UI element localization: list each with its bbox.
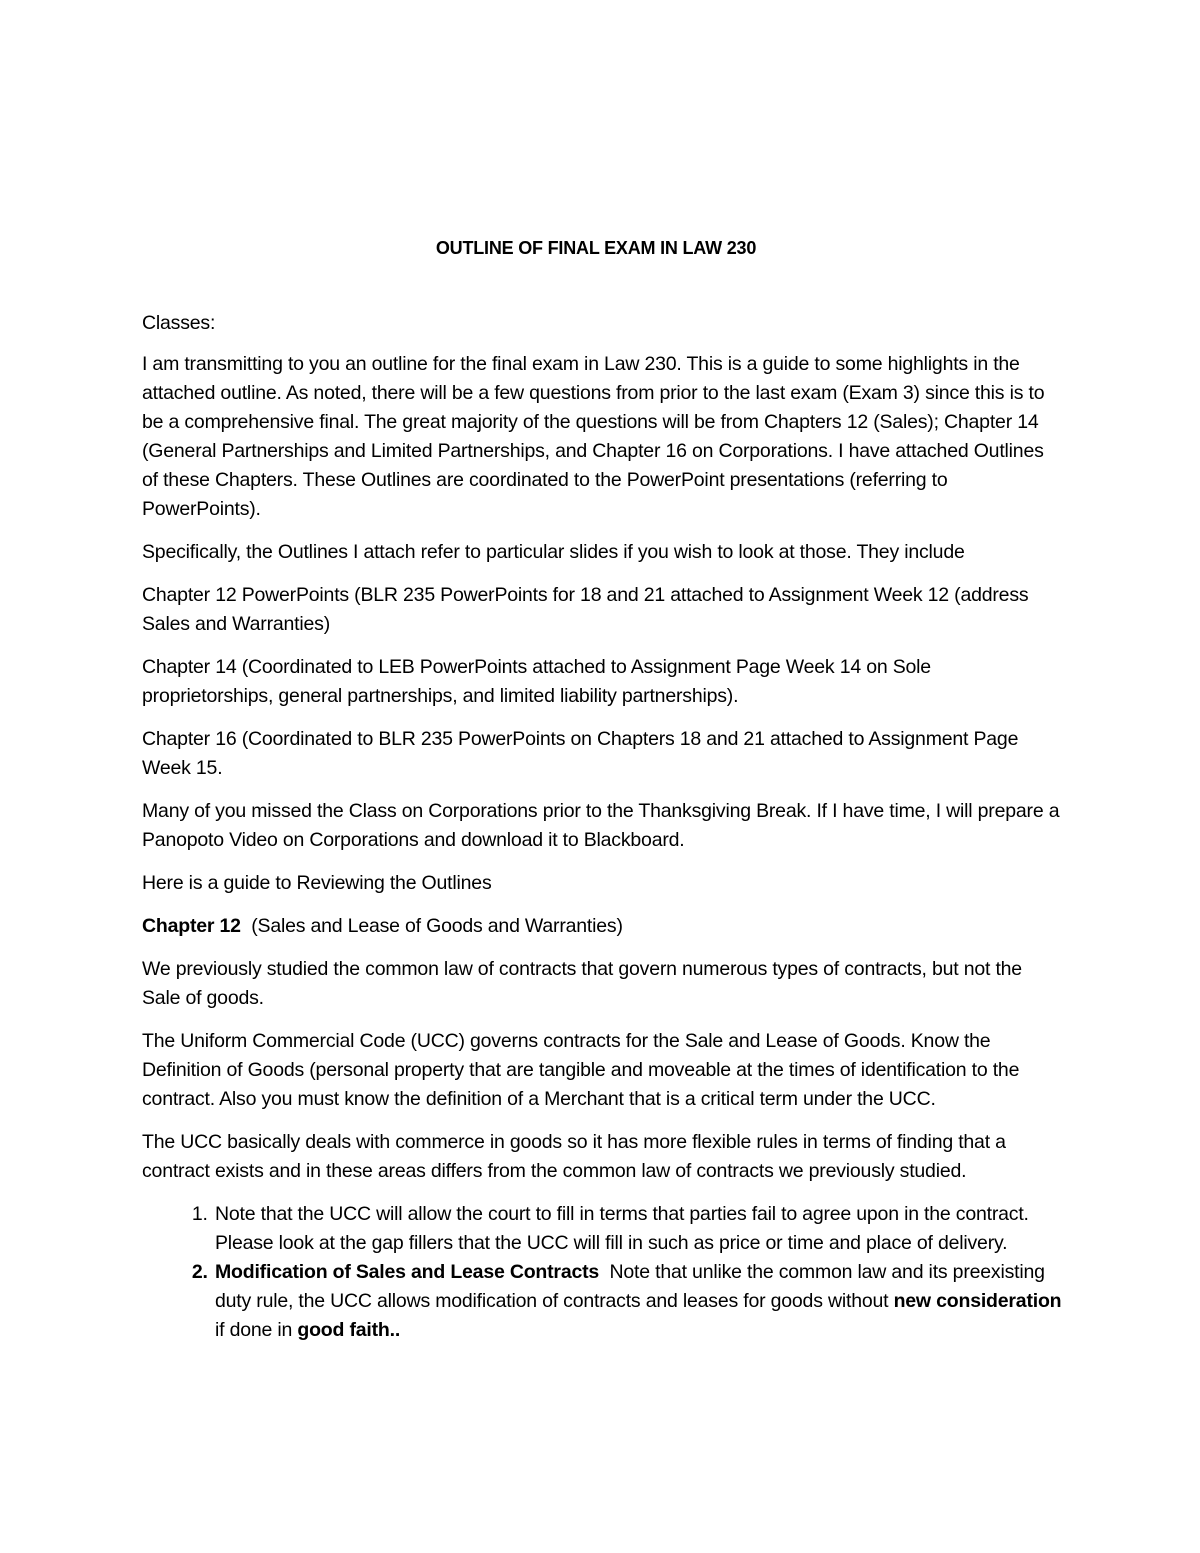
chapter12-reference: Chapter 12 PowerPoints (BLR 235 PowerPoints for 18 and 21 attached to Assignment Week 12 (address Sales and Warranties) <box>142 584 1029 635</box>
list-item-1-text: Note that the UCC will allow the court to fill in terms that parties fail to agree upon in the contract. Please look at the gap fillers that the UCC will fill in such as price or time and place of delivery. <box>215 1203 1029 1254</box>
common-law-paragraph: We previously studied the common law of contracts that govern numerous types of contracts, but not the Sale of goods. <box>142 958 1022 1009</box>
list-item-2-bold: Modification of Sales and Lease Contracts <box>215 1261 600 1283</box>
numbered-list <box>142 1200 1072 1345</box>
list-item <box>213 1200 1062 1258</box>
list-item-2-end: .. <box>389 1319 401 1341</box>
chapter16-reference: Chapter 16 (Coordinated to BLR 235 PowerPoints on Chapters 18 and 21 attached to Assignment Page Week 15. <box>142 728 1019 779</box>
list-item-2-text2: if done in <box>215 1290 1072 1341</box>
guide-intro: Here is a guide to Reviewing the Outlines <box>142 872 492 894</box>
intro-paragraph: I am transmitting to you an outline for the final exam in Law 230. This is a guide to some highlights in the attached outline. As noted, there will be a few questions from prior to the last exam (Exam 3) since this is to be a comprehensive final. The great majority of the questions will be from Chapters 12 (Sales); Chapter 14 (General Partnerships and Limited Partnerships, and Chapter 16 on Corporations. I have attached Outlines of these Chapters. These Outlines are coordinated to the PowerPoint presentations (referring to PowerPoints). <box>142 353 1045 520</box>
ucc-paragraph: The Uniform Commercial Code (UCC) governs contracts for the Sale and Lease of Goods. Know the Definition of Goods (personal property that are tangible and moveable at the times of identification to the contract. Also you must know the definition of a Merchant that is a critical term under the UCC. <box>142 1030 1020 1110</box>
list-item-2-bold2: new consideration <box>893 1290 1062 1312</box>
ucc-commerce-paragraph: The UCC basically deals with commerce in goods so it has more flexible rules in terms of finding that a contract exists and in these areas differs from the common law of contracts we previously studied. <box>142 1131 1006 1182</box>
section-heading-bold: Chapter 12 <box>142 915 241 937</box>
chapter14-reference: Chapter 14 (Coordinated to LEB PowerPoints attached to Assignment Page Week 14 on Sole proprietorships, general partnerships, and limited liability partnerships). <box>142 656 931 707</box>
list-item <box>213 1258 1072 1345</box>
list-item-2-text: Note that unlike the common law and its preexisting duty rule, the UCC allows modification of contracts and leases for goods without <box>215 1261 1050 1312</box>
specifically-paragraph: Specifically, the Outlines I attach refer to particular slides if you wish to look at those. They include <box>142 541 965 563</box>
greeting: Classes: <box>142 312 216 334</box>
list-item-2-bold3: good faith <box>297 1319 390 1341</box>
missed-class-paragraph: Many of you missed the Class on Corporations prior to the Thanksgiving Break. If I have time, I will prepare a Panopoto Video on Corporations and download it to Blackboard. <box>142 800 1060 851</box>
section-heading-rest: (Sales and Lease of Goods and Warranties) <box>240 915 623 937</box>
document-title: OUTLINE OF FINAL EXAM IN LAW 230 <box>435 238 757 258</box>
document-body <box>142 234 1072 1345</box>
section-heading <box>142 912 1062 941</box>
